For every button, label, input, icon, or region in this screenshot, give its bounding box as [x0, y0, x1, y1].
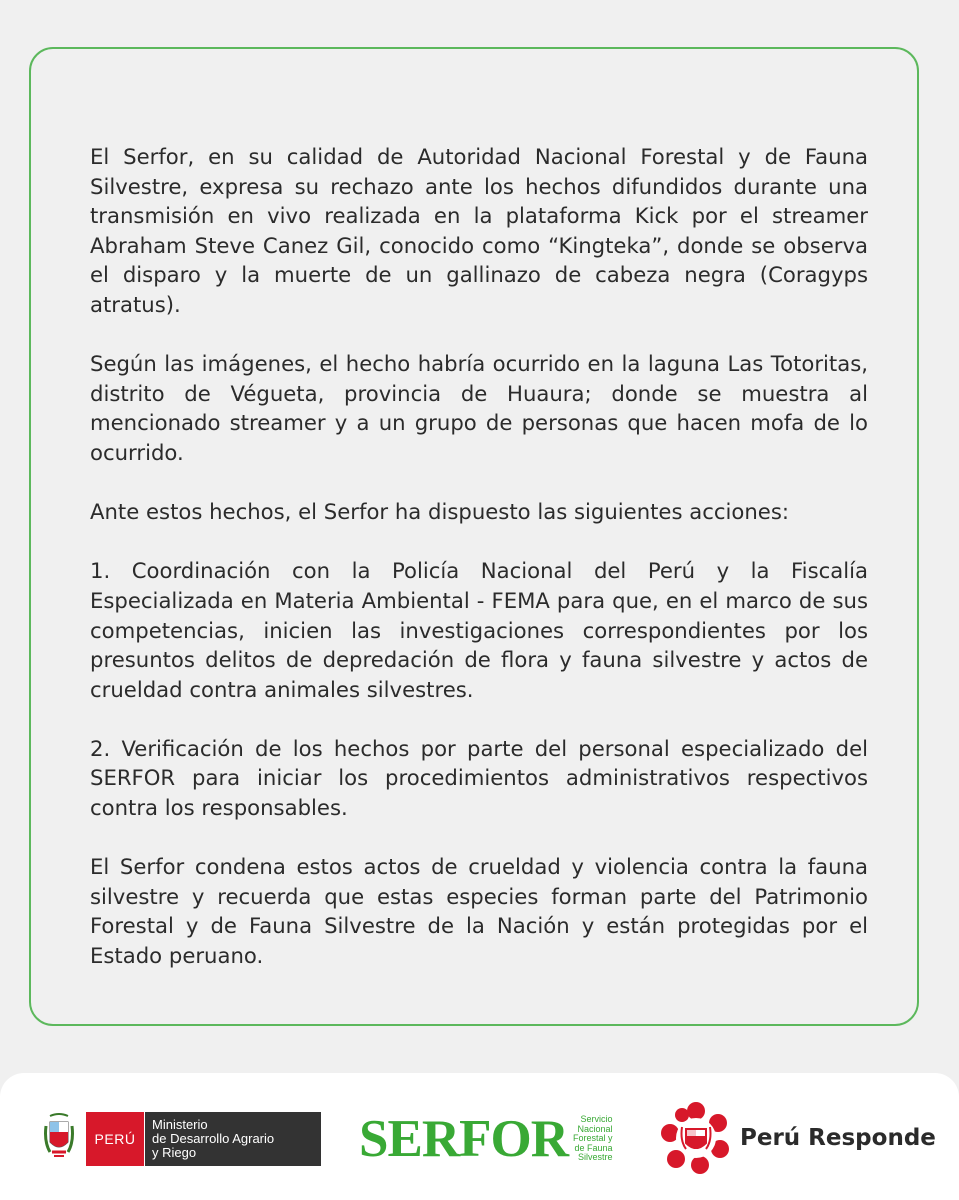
serfor-subtitle	[573, 1115, 613, 1163]
peru-coat-of-arms-icon	[40, 1112, 78, 1166]
peru-responde-emblem-icon	[660, 1101, 732, 1175]
serfor-sub-line: Silvestre	[577, 1152, 613, 1163]
peru-responde-logo	[660, 1101, 936, 1175]
serfor-wordmark: SERFOR	[359, 1110, 568, 1168]
serfor-sub-line: Nacional	[577, 1123, 613, 1134]
serfor-logo	[359, 1110, 613, 1168]
serfor-sub-line: Servicio	[580, 1114, 613, 1125]
paragraph-closing: El Serfor condena estos actos de crueldad y violencia contra la fauna silvestre y recuerda que estas especies forman parte del Patrimonio Forestal y de Fauna Silvestre de la Nación y están protegidas por el Estado peruano.	[90, 854, 868, 969]
peru-label: PERÚ	[86, 1112, 145, 1166]
paragraph-action-1: 1. Coordinación con la Policía Nacional del Perú y la Fiscalía Especializada en Materia Ambiental - FEMA para que, en el marco de sus competencias, inicien las investigaciones correspondientes por los presuntos delitos de depredación de flora y fauna silvestre y actos de crueldad contra animales silvestres.	[90, 558, 868, 702]
minag-logo	[40, 1112, 321, 1166]
paragraph-actions-intro: Ante estos hechos, el Serfor ha dispuesto las siguientes acciones:	[90, 499, 790, 525]
paragraph-location: Según las imágenes, el hecho habría ocurrido en la laguna Las Totoritas, distrito de Végueta, provincia de Huaura; donde se muestra al mencionado streamer y a un grupo de personas que hacen mofa de lo ocurrido.	[90, 351, 868, 465]
ministerio-line: y Riego	[152, 1145, 197, 1160]
paragraph-action-2: 2. Verificación de los hechos por parte del personal especializado del SERFOR para iniciar los procedimientos administrativos respectivos contra los responsables.	[90, 735, 868, 821]
statement-body	[90, 142, 868, 1000]
serfor-sub-line: Forestal y	[572, 1133, 613, 1144]
paragraph-intro: El Serfor, en su calidad de Autoridad Nacional Forestal y de Fauna Silvestre, expresa su rechazo ante los hechos difundidos durante una transmisión en vivo realizada en la plataforma Kick por el streamer Abraham Steve Canez Gil, conocido como “Kingteka”, donde se observa el disparo y la muerte de un gallinazo de cabeza negra (Coragyps atratus).	[90, 144, 868, 317]
ministerio-line: Ministerio	[152, 1117, 208, 1132]
peru-responde-label: Perú Responde	[740, 1125, 936, 1151]
serfor-sub-line: de Fauna	[574, 1142, 613, 1153]
footer-logos	[0, 1073, 959, 1200]
ministerio-name	[145, 1112, 321, 1166]
ministerio-line: de Desarrollo Agrario	[152, 1131, 275, 1146]
